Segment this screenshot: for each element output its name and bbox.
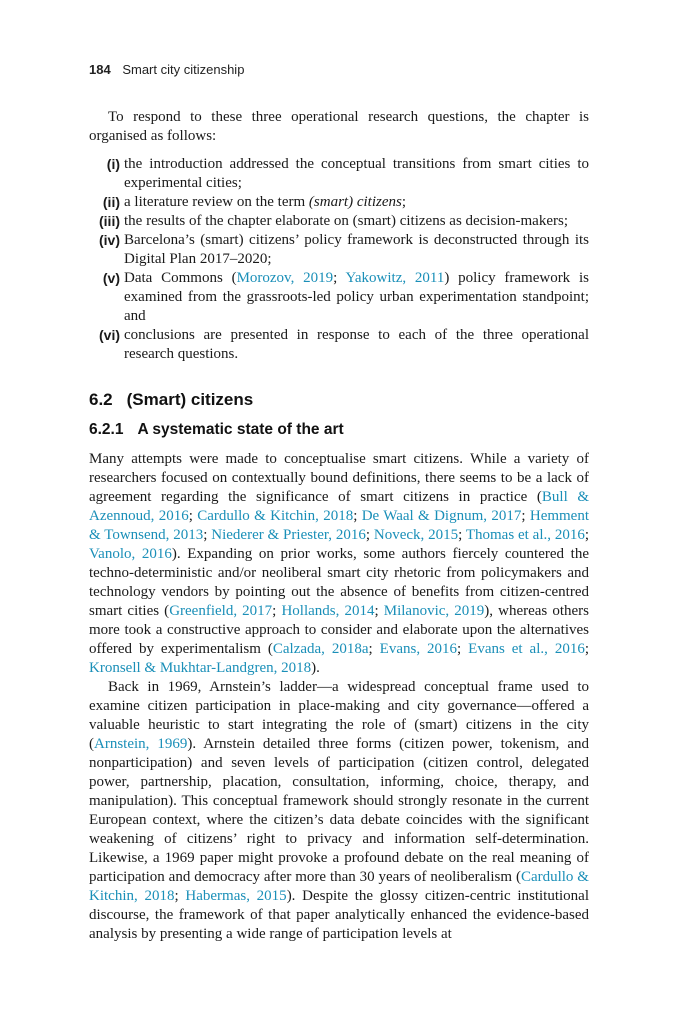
list-number: (vi) — [99, 327, 120, 343]
citation-link[interactable]: Cardullo & Kitchin, 2018 — [197, 508, 354, 524]
citation-separator: ; — [365, 527, 374, 543]
section-number: 6.2 — [89, 390, 113, 409]
citation-link[interactable]: Niederer & Priester, 2016 — [211, 527, 366, 543]
emphasized-term: (smart) citizens — [308, 194, 402, 210]
list-item — [89, 326, 589, 364]
citation-link[interactable]: Morozov, 2019 — [236, 270, 334, 286]
list-number: (i) — [106, 156, 120, 172]
list-text — [120, 193, 589, 212]
body-paragraph-2 — [89, 678, 589, 944]
list-item — [89, 155, 589, 193]
citation-link[interactable]: Hemment & Townsend, 2013 — [89, 508, 590, 543]
citation-separator: ; — [353, 508, 362, 524]
citation-link[interactable]: Evans et al., 2016 — [468, 641, 585, 657]
citation-link[interactable]: Vanolo, 2016 — [89, 546, 172, 562]
running-title: Smart city citizenship — [122, 62, 245, 77]
citation-separator: ; — [458, 527, 466, 543]
citation-separator: ; — [203, 527, 212, 543]
outline-list — [89, 155, 589, 364]
paragraph-text: Many attempts were made to conceptualise smart citizens. While a variety of researchers focused on contextually bound definitions, there seems to be a lack of agreement regarding the significance of smart citizens in practice ( — [89, 451, 589, 505]
paragraph-text: Back in 1969, Arnstein’s ladder—a widespread conceptual frame used to examine citizen participation in place-making and city governance—offered a valuable heuristic to start integrating the role of (smart) citizens in the city ( — [89, 679, 589, 752]
citation-link[interactable]: Thomas et al., 2016 — [465, 527, 585, 543]
citation-link[interactable]: Arnstein, 1969 — [94, 736, 188, 752]
citation-link[interactable]: Greenfield, 2017 — [169, 603, 273, 619]
list-text: the results of the chapter elaborate on (smart) citizens as decision-makers; — [124, 213, 568, 229]
citation-separator: ; — [584, 641, 589, 657]
list-number: (iii) — [99, 213, 120, 229]
list-item — [89, 231, 589, 269]
list-text-part: Data Commons ( — [124, 270, 237, 286]
citation-separator: ; — [333, 270, 346, 286]
subsection-title: A systematic state of the art — [137, 421, 344, 438]
subsection-number: 6.2.1 — [89, 421, 124, 438]
citation-link[interactable]: Habermas, 2015 — [185, 888, 287, 904]
list-text: the introduction addressed the conceptual transitions from smart cities to experimental cities; — [124, 156, 589, 191]
list-item — [89, 193, 589, 212]
citation-link[interactable]: Kronsell & Mukhtar-Landgren, 2018 — [89, 660, 312, 676]
citation-separator: ; — [374, 603, 384, 619]
list-text-part: a literature review on the term — [124, 194, 309, 210]
citation-separator: ; — [521, 508, 530, 524]
citation-link[interactable]: Yakowitz, 2011 — [345, 270, 445, 286]
intro-paragraph: To respond to these three operational research questions, the chapter is organised as follows: — [89, 109, 589, 144]
list-text: conclusions are presented in response to each of the three operational research questions. — [124, 327, 589, 362]
list-text-part: ) policy framework is examined from the grassroots-led policy urban experimentation standpoint; and — [124, 270, 589, 324]
citation-separator: ; — [174, 888, 186, 904]
list-number: (v) — [102, 270, 120, 286]
citation-separator: ; — [368, 641, 380, 657]
list-item — [89, 269, 589, 326]
section-heading — [89, 390, 253, 410]
running-header — [89, 62, 244, 77]
citation-separator: ; — [188, 508, 198, 524]
citation-link[interactable]: Evans, 2016 — [379, 641, 458, 657]
list-text: Barcelona’s (smart) citizens’ policy framework is deconstructed through its Digital Plan 2017–2020; — [124, 232, 589, 267]
citation-link[interactable]: Bull & Azennoud, 2016 — [89, 489, 589, 524]
section-title: (Smart) citizens — [126, 390, 254, 409]
body-paragraph-1 — [89, 450, 589, 678]
citation-link[interactable]: Noveck, 2015 — [373, 527, 459, 543]
citation-link[interactable]: Cardullo & Kitchin, 2018 — [89, 869, 589, 904]
list-number: (iv) — [99, 232, 120, 248]
paragraph-text: ). Expanding on prior works, some authors fiercely countered the techno-deterministic and/or neoliberal smart city rhetoric from policymakers and technology vendors by pointing out the absence of benefits from citizen-centred smart cities ( — [89, 546, 589, 619]
list-item — [89, 212, 589, 231]
citation-link[interactable]: Hollands, 2014 — [281, 603, 375, 619]
citation-separator: ; — [272, 603, 282, 619]
paragraph-text: ). — [311, 660, 320, 676]
citation-link[interactable]: De Waal & Dignum, 2017 — [361, 508, 522, 524]
citation-link[interactable]: Milanovic, 2019 — [383, 603, 485, 619]
citation-separator: ; — [457, 641, 469, 657]
paragraph-text: ). Despite the glossy citizen-centric institutional discourse, the framework of that paper analytically enhanced the evidence-based analysis by presenting a wide range of participation levels at — [89, 888, 590, 942]
list-number: (ii) — [102, 194, 120, 210]
paragraph-text: ). Arnstein detailed three forms (citizen power, tokenism, and nonparticipation) and seven levels of participation (citizen control, delegated power, partnership, placation, consultation, informing, choice, therapy, and manipulation). This conceptual framework should strongly resonate in the current European context, where the citizen’s data debate coincides with the significant weakening of citizens’ right to privacy and information self-determination. Likewise, a 1969 paper might provoke a profound debate on the real meaning of participation and democracy after more than 30 years of neoliberalism ( — [89, 736, 589, 885]
page-number: 184 — [89, 62, 111, 77]
list-text — [120, 269, 589, 326]
citation-link[interactable]: Calzada, 2018a — [272, 641, 369, 657]
subsection-heading — [89, 421, 344, 439]
list-text-part: ; — [401, 194, 407, 210]
citation-separator: ; — [584, 527, 589, 543]
paragraph-text: ), whereas others more took a constructive approach to consider and elaborate upon the alternatives offered by experimentalism ( — [89, 603, 590, 657]
